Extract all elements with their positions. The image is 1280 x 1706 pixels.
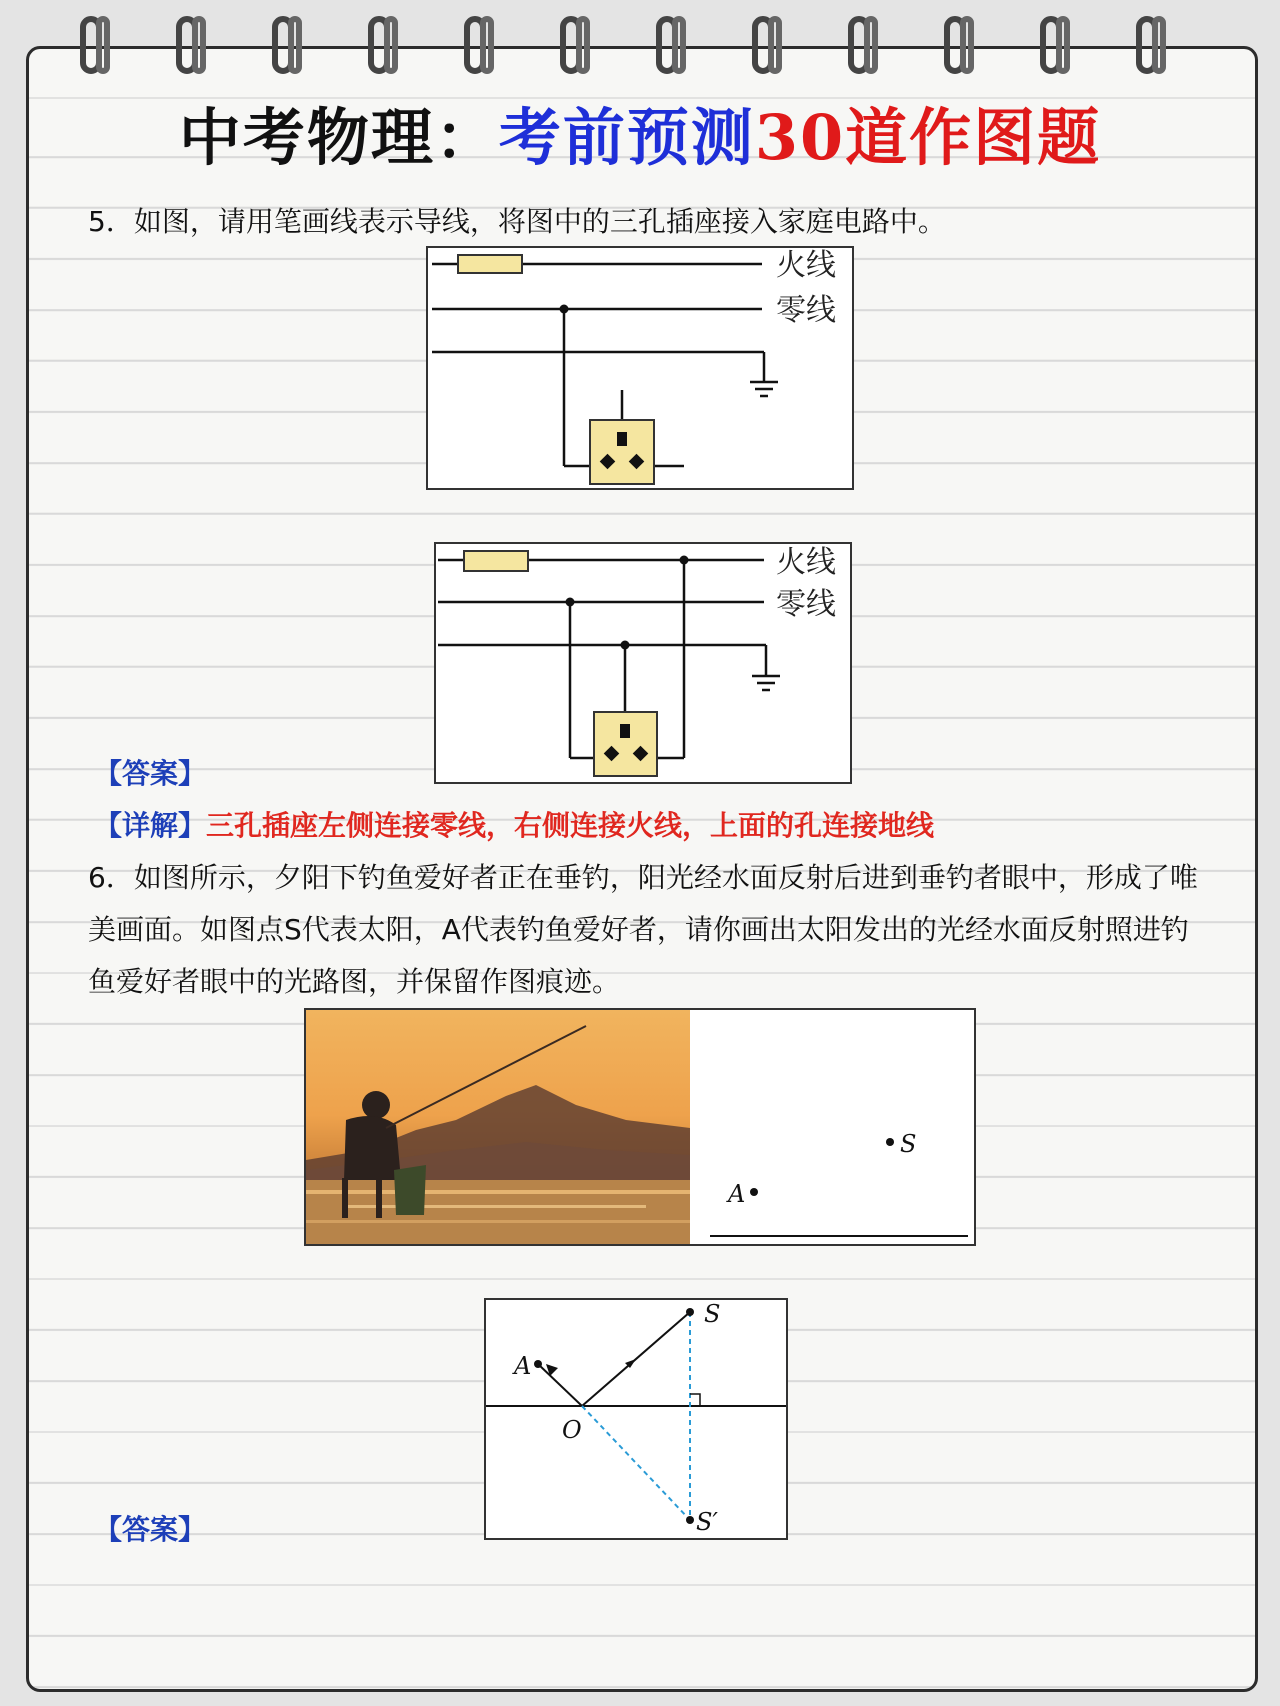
q5-circuit-svg bbox=[428, 248, 852, 488]
title-part-blue: 考前预测 bbox=[498, 101, 755, 174]
fire-line-label: 火线 bbox=[776, 545, 836, 580]
title-part-red: 30道作图题 bbox=[754, 101, 1102, 174]
socket-icon bbox=[590, 420, 654, 484]
ring-icon bbox=[848, 16, 870, 74]
ring-icon bbox=[368, 16, 390, 74]
ring-icon bbox=[944, 16, 966, 74]
q5-answer-label: 【答案】 bbox=[94, 757, 207, 790]
fishing-photo bbox=[306, 1010, 690, 1244]
ring-icon bbox=[464, 16, 486, 74]
ring-icon bbox=[1136, 16, 1158, 74]
point-S-label: S bbox=[900, 1130, 917, 1158]
question-6-text: 6．如图所示，夕阳下钓鱼爱好者正在垂钓，阳光经水面反射后进到垂钓者眼中，形成了唯美画面。如图点S代表太阳，A代表钓鱼爱好者，请你画出太阳发出的光经水面反射照进钓鱼爱好者眼中的光路图，并保留作图痕迹。 bbox=[88, 861, 1198, 998]
ring-icon bbox=[80, 16, 102, 74]
q5-circuit-figure bbox=[426, 246, 854, 490]
q6-diagram bbox=[690, 1010, 974, 1244]
ring-icon bbox=[656, 16, 678, 74]
point-A-label: A bbox=[728, 1180, 746, 1208]
q6-answer-label: 【答案】 bbox=[94, 1513, 207, 1546]
title-part-black: 中考物理： bbox=[178, 101, 499, 174]
ring-icon bbox=[752, 16, 774, 74]
spiral-binding bbox=[0, 8, 1280, 78]
q5-explanation bbox=[94, 804, 934, 844]
ring-icon bbox=[560, 16, 582, 74]
fuse-icon bbox=[464, 551, 528, 571]
ring-icon bbox=[272, 16, 294, 74]
fire-line-label: 火线 bbox=[776, 248, 836, 283]
q5-answer-svg bbox=[436, 544, 850, 782]
q5-explain-label: 【详解】 bbox=[94, 809, 207, 842]
answer-A-label: A bbox=[514, 1352, 532, 1380]
q6-answer-svg bbox=[486, 1300, 786, 1538]
ring-icon bbox=[176, 16, 198, 74]
question-5-text: 5．如图，请用笔画线表示导线，将图中的三孔插座接入家庭电路中。 bbox=[88, 205, 946, 238]
socket-icon bbox=[594, 712, 657, 776]
page-title bbox=[0, 88, 1280, 177]
answer-S-prime-label: S′ bbox=[696, 1508, 718, 1536]
zero-line-label: 零线 bbox=[776, 293, 836, 328]
answer-S-label: S bbox=[704, 1300, 721, 1328]
q6-figure bbox=[304, 1008, 976, 1246]
q6-answer-figure bbox=[484, 1298, 788, 1540]
fuse-icon bbox=[458, 255, 522, 273]
q5-explain-text: 三孔插座左侧连接零线，右侧连接火线，上面的孔连接地线 bbox=[206, 809, 935, 842]
zero-line-label: 零线 bbox=[776, 587, 836, 622]
ring-icon bbox=[1040, 16, 1062, 74]
answer-O-label: O bbox=[562, 1416, 582, 1444]
q5-answer-figure bbox=[434, 542, 852, 784]
